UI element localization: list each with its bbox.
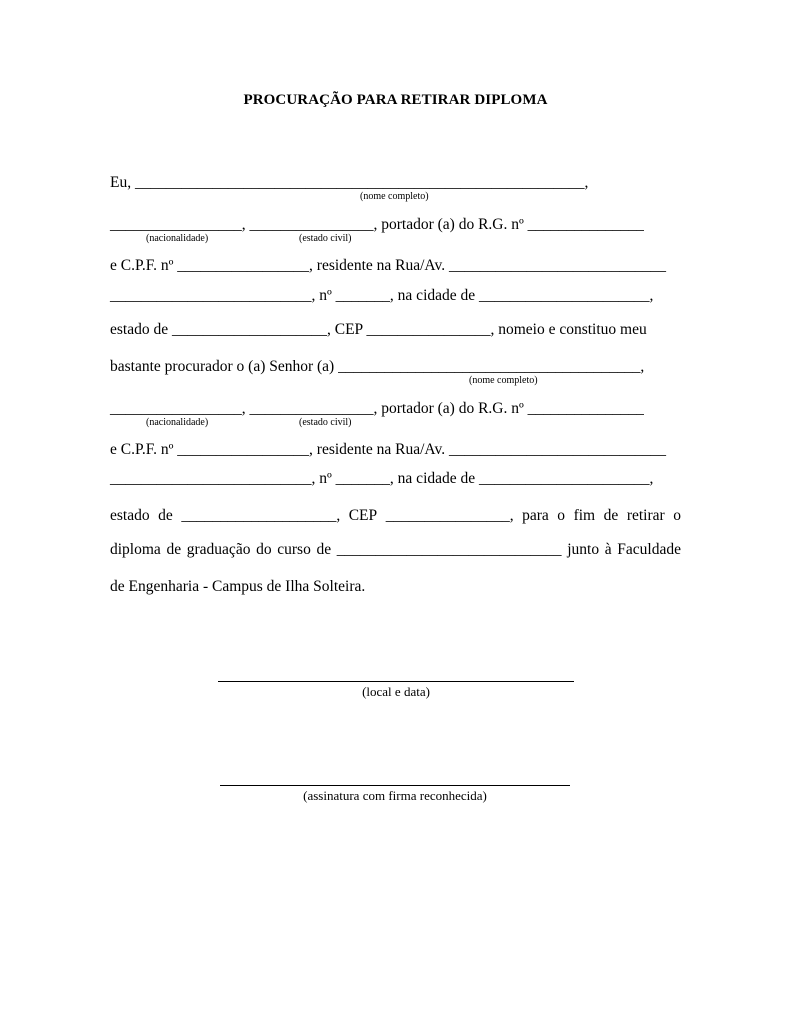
word: de — [166, 541, 182, 558]
text-line-estado-2 — [110, 506, 681, 526]
text-line-diploma — [110, 540, 681, 560]
word: o — [557, 507, 566, 524]
sublabel-nome-completo: (nome completo) — [360, 191, 429, 202]
signature-caption: (assinatura com firma reconhecida) — [303, 788, 487, 803]
word: diploma — [110, 541, 161, 558]
word: estado — [110, 507, 150, 524]
text-line-faculdade: de Engenharia - Campus de Ilha Solteira. — [110, 578, 366, 595]
word: junto — [567, 541, 600, 558]
text-line-numero-2: __________________________, nº _______, na cidade de ______________________, — [110, 470, 654, 487]
word: de — [158, 507, 173, 524]
word: do — [256, 541, 272, 558]
word: Faculdade — [617, 541, 681, 558]
local-data-caption: (local e data) — [362, 684, 430, 699]
signature-line — [220, 785, 570, 786]
text-line-rg-2: _________________, ________________, portador (a) do R.G. nº _______________ — [110, 400, 644, 417]
word: o — [673, 507, 681, 524]
text-line-cpf-2: e C.P.F. nº _________________, residente na Rua/Av. ____________________________ — [110, 441, 666, 458]
word: _____________________________ — [336, 541, 562, 558]
text-line-estado-1: estado de ____________________, CEP ________________, nomeio e constituo meu — [110, 321, 647, 338]
word: para — [522, 507, 549, 524]
word: ____________________, — [181, 507, 341, 524]
word: ________________, — [385, 507, 514, 524]
text-line-eu: Eu, __________________________________________________________, — [110, 174, 589, 191]
word: CEP — [348, 507, 378, 524]
sublabel-nacionalidade: (nacionalidade) — [146, 233, 209, 244]
word: à — [604, 541, 612, 558]
document-title: PROCURAÇÃO PARA RETIRAR DIPLOMA — [243, 92, 548, 108]
text-line-procurador: bastante procurador o (a) Senhor (a) _______________________________________, — [110, 358, 645, 375]
local-data-line — [218, 681, 574, 682]
word: de — [603, 507, 619, 524]
word: fim — [573, 507, 596, 524]
word: de — [316, 541, 332, 558]
sublabel-nome-completo-2: (nome completo) — [469, 375, 538, 386]
text-line-numero-1: __________________________, nº _______, na cidade de ______________________, — [110, 287, 654, 304]
sublabel-estado-civil-2: (estado civil) — [299, 417, 352, 428]
word: graduação — [186, 541, 251, 558]
sublabel-estado-civil: (estado civil) — [299, 233, 352, 244]
word: retirar — [626, 507, 665, 524]
sublabel-nacionalidade-2: (nacionalidade) — [146, 417, 209, 428]
text-line-rg-1: _________________, ________________, portador (a) do R.G. nº _______________ — [110, 216, 644, 233]
text-line-cpf-1: e C.P.F. nº _________________, residente na Rua/Av. ____________________________ — [110, 257, 666, 274]
word: curso — [277, 541, 311, 558]
